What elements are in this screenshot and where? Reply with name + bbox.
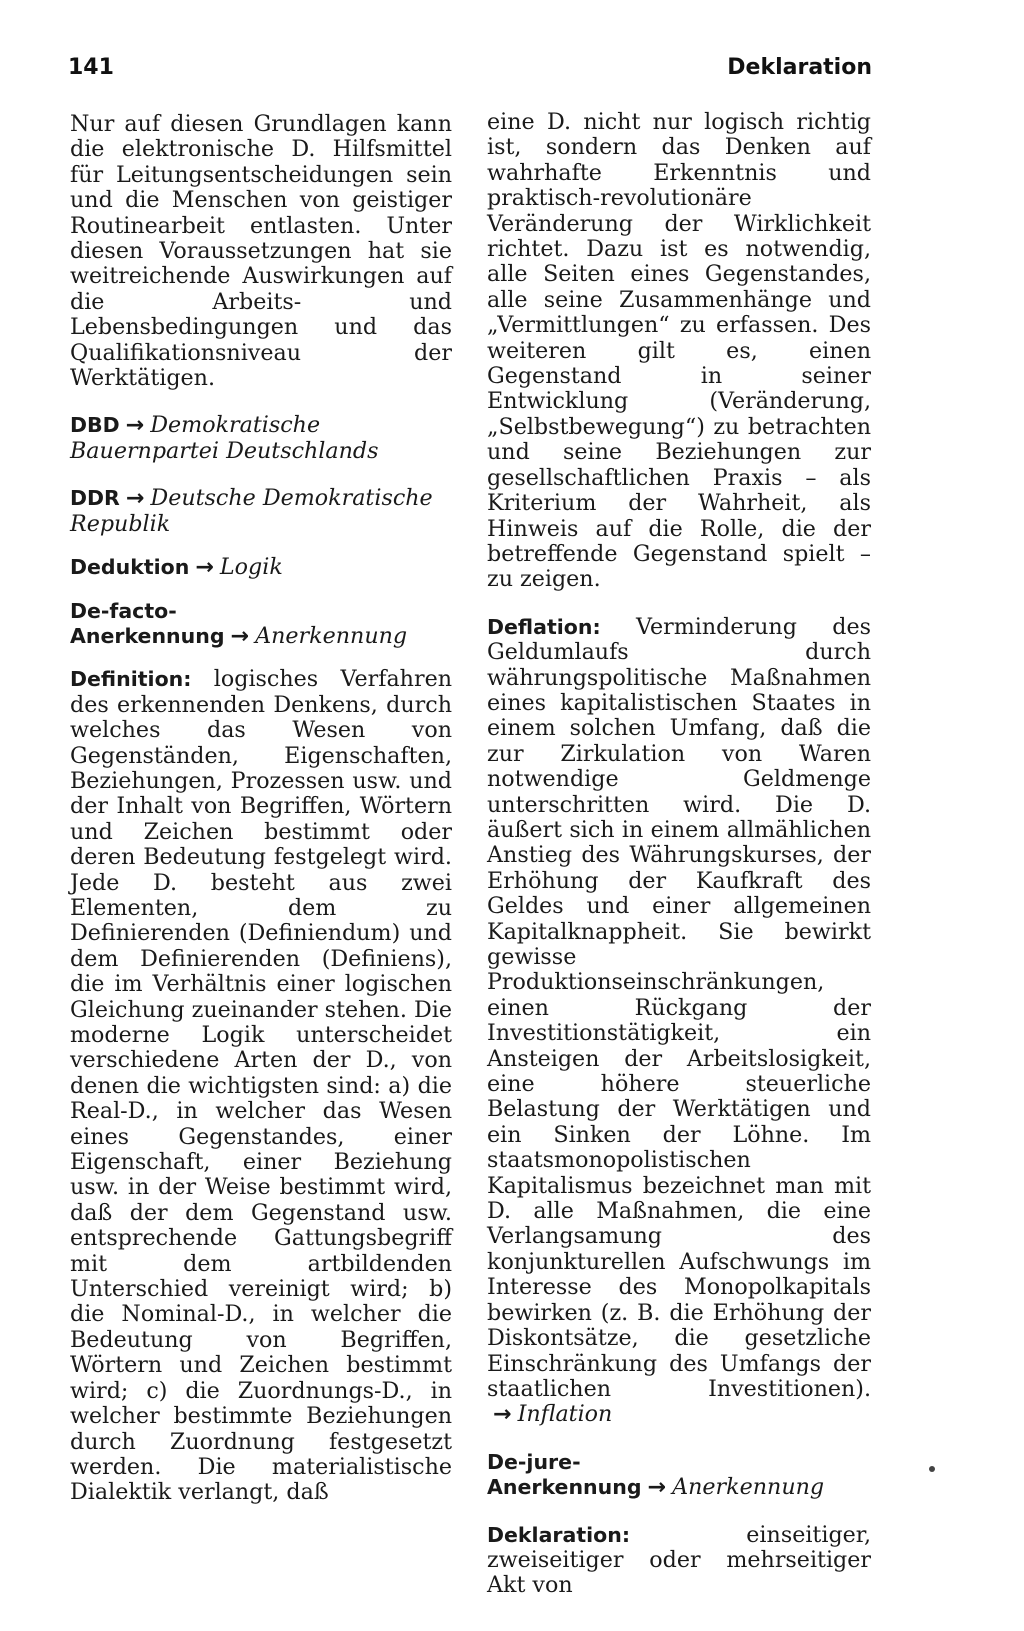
entry-dbd (70, 413, 452, 464)
running-head: Deklaration (727, 55, 872, 80)
arrow-icon: → (195, 554, 214, 581)
entry-de-facto-anerkennung (70, 599, 452, 650)
entry-term: Definition: (70, 667, 192, 692)
entry-term: Deklaration: (487, 1522, 631, 1547)
arrow-icon: → (230, 622, 250, 649)
entry-text: einseitiger, zweiseitiger oder mehrseitiger Akt von (487, 1521, 871, 1599)
ink-speck (929, 1466, 935, 1472)
entry-term: Deflation: (487, 614, 601, 639)
arrow-icon: → (125, 412, 145, 439)
cross-reference: Demokratische Bauernpartei Deutschlands (70, 412, 379, 464)
entry-term: De-facto-Anerkennung (70, 598, 225, 648)
right-column (487, 110, 871, 1599)
arrow-icon: → (647, 1474, 667, 1501)
entry-term: DBD (70, 413, 120, 438)
cross-reference: Logik (219, 554, 283, 581)
entry-de-jure-anerkennung (487, 1450, 871, 1501)
entry-ddr (70, 486, 452, 537)
entry-term: DDR (70, 486, 120, 511)
left-column (70, 112, 452, 1506)
cross-reference: Inflation (517, 1401, 613, 1428)
entry-text: logisches Verfahren des erkennenden Denkens, durch welches das Wesen von Gegenständen, Eigenschaften, Beziehungen, Prozessen usw. und der Inhalt von Begriffen, Wörtern und Zeichen bestimmt oder deren Bedeutung festgelegt wird. Jede D. besteht aus zwei Elementen, dem zu Definierenden (Definiendum) und dem Definierenden (Definiens), die im Verhältnis einer logischen Gleichung zueinander stehen. Die moderne Logik unterscheidet verschiedene Arten der D., von denen die wichtigsten sind: a) die Real-D., in welcher das Wesen eines Gegenstandes, einer Eigenschaft, einer Beziehung usw. in der Weise bestimmt wird, daß der dem Gegenstand usw. entsprechende Gattungsbegriff mit dem artbildenden Unterschied vereinigt wird; b) die Nominal-D., in welcher die Bedeutung von Begriffen, Wörtern und Zeichen bestimmt wird; c) die Zuordnungs-D., in welcher bestimmte Beziehungen durch Zuordnung festgesetzt werden. Die materialistische Dialektik verlangt, daß (70, 666, 452, 1506)
entry-definition (70, 667, 452, 1505)
entry-deflation (487, 615, 871, 1428)
arrow-icon: → (125, 485, 145, 512)
intro-paragraph: Nur auf diesen Grundlagen kann die elektronische D. Hilfsmittel für Leitungsentscheidungen sein und die Menschen von geistiger Routinearbeit entlasten. Unter diesen Voraussetzungen hat sie weitreichende Auswirkungen auf die Arbeits- und Lebensbedingungen und das Qualifikationsniveau der Werktätigen. (70, 111, 452, 392)
cross-reference: Anerkennung (255, 622, 408, 649)
cross-reference: Anerkennung (672, 1474, 825, 1501)
cross-reference: Deutsche Demokratische Republik (70, 485, 433, 537)
continuation-paragraph: eine D. nicht nur logisch richtig ist, sondern das Denken auf wahrhafte Erkenntnis und praktisch-revolutionäre Veränderung der Wirklichkeit richtet. Dazu ist es notwendig, alle Seiten eines Gegenstandes, alle seine Zusammenhänge und „Vermittlungen“ zu erfassen. Des weiteren gilt es, einen Gegenstand in seiner Entwicklung (Veränderung, „Selbstbewegung“) zu betrachten und seine Beziehungen zur gesellschaftlichen Praxis – als Kriterium der Wahrheit, als Hinweis auf die Rolle, die der betreffende Gegenstand spielt – zu zeigen. (487, 109, 871, 593)
entry-deduktion (70, 555, 452, 580)
entry-text: Verminderung des Geldumlaufs durch währungspolitische Maßnahmen eines kapitalistischen Staates in einem solchen Umfang, daß die zur Zirkulation von Waren notwendige Geldmenge unterschritten wird. Die D. äußert sich in einem allmählichen Anstieg des Währungskurses, der Erhöhung der Kaufkraft des Geldes und einer allgemeinen Kapitalknappheit. Sie bewirkt gewisse Produktionseinschränkungen, einen Rückgang der Investitionstätigkeit, ein Ansteigen der Arbeitslosigkeit, eine höhere steuerliche Belastung der Werktätigen und ein Sinken der Löhne. Im staatsmonopolistischen Kapitalismus bezeichnet man mit D. alle Maßnahmen, die eine Verlangsamung des konjunkturellen Aufschwungs im Interesse des Monopolkapitals bewirken (z. B. die Erhöhung der Diskontsätze, die gesetzliche Einschränkung des Umfangs der staatlichen Investitionen). (487, 613, 871, 1402)
page-number: 141 (68, 55, 114, 80)
entry-deklaration (487, 1523, 871, 1599)
arrow-icon: → (493, 1401, 512, 1428)
entry-term: De-jure-Anerkennung (487, 1449, 642, 1500)
entry-term: Deduktion (70, 555, 190, 580)
